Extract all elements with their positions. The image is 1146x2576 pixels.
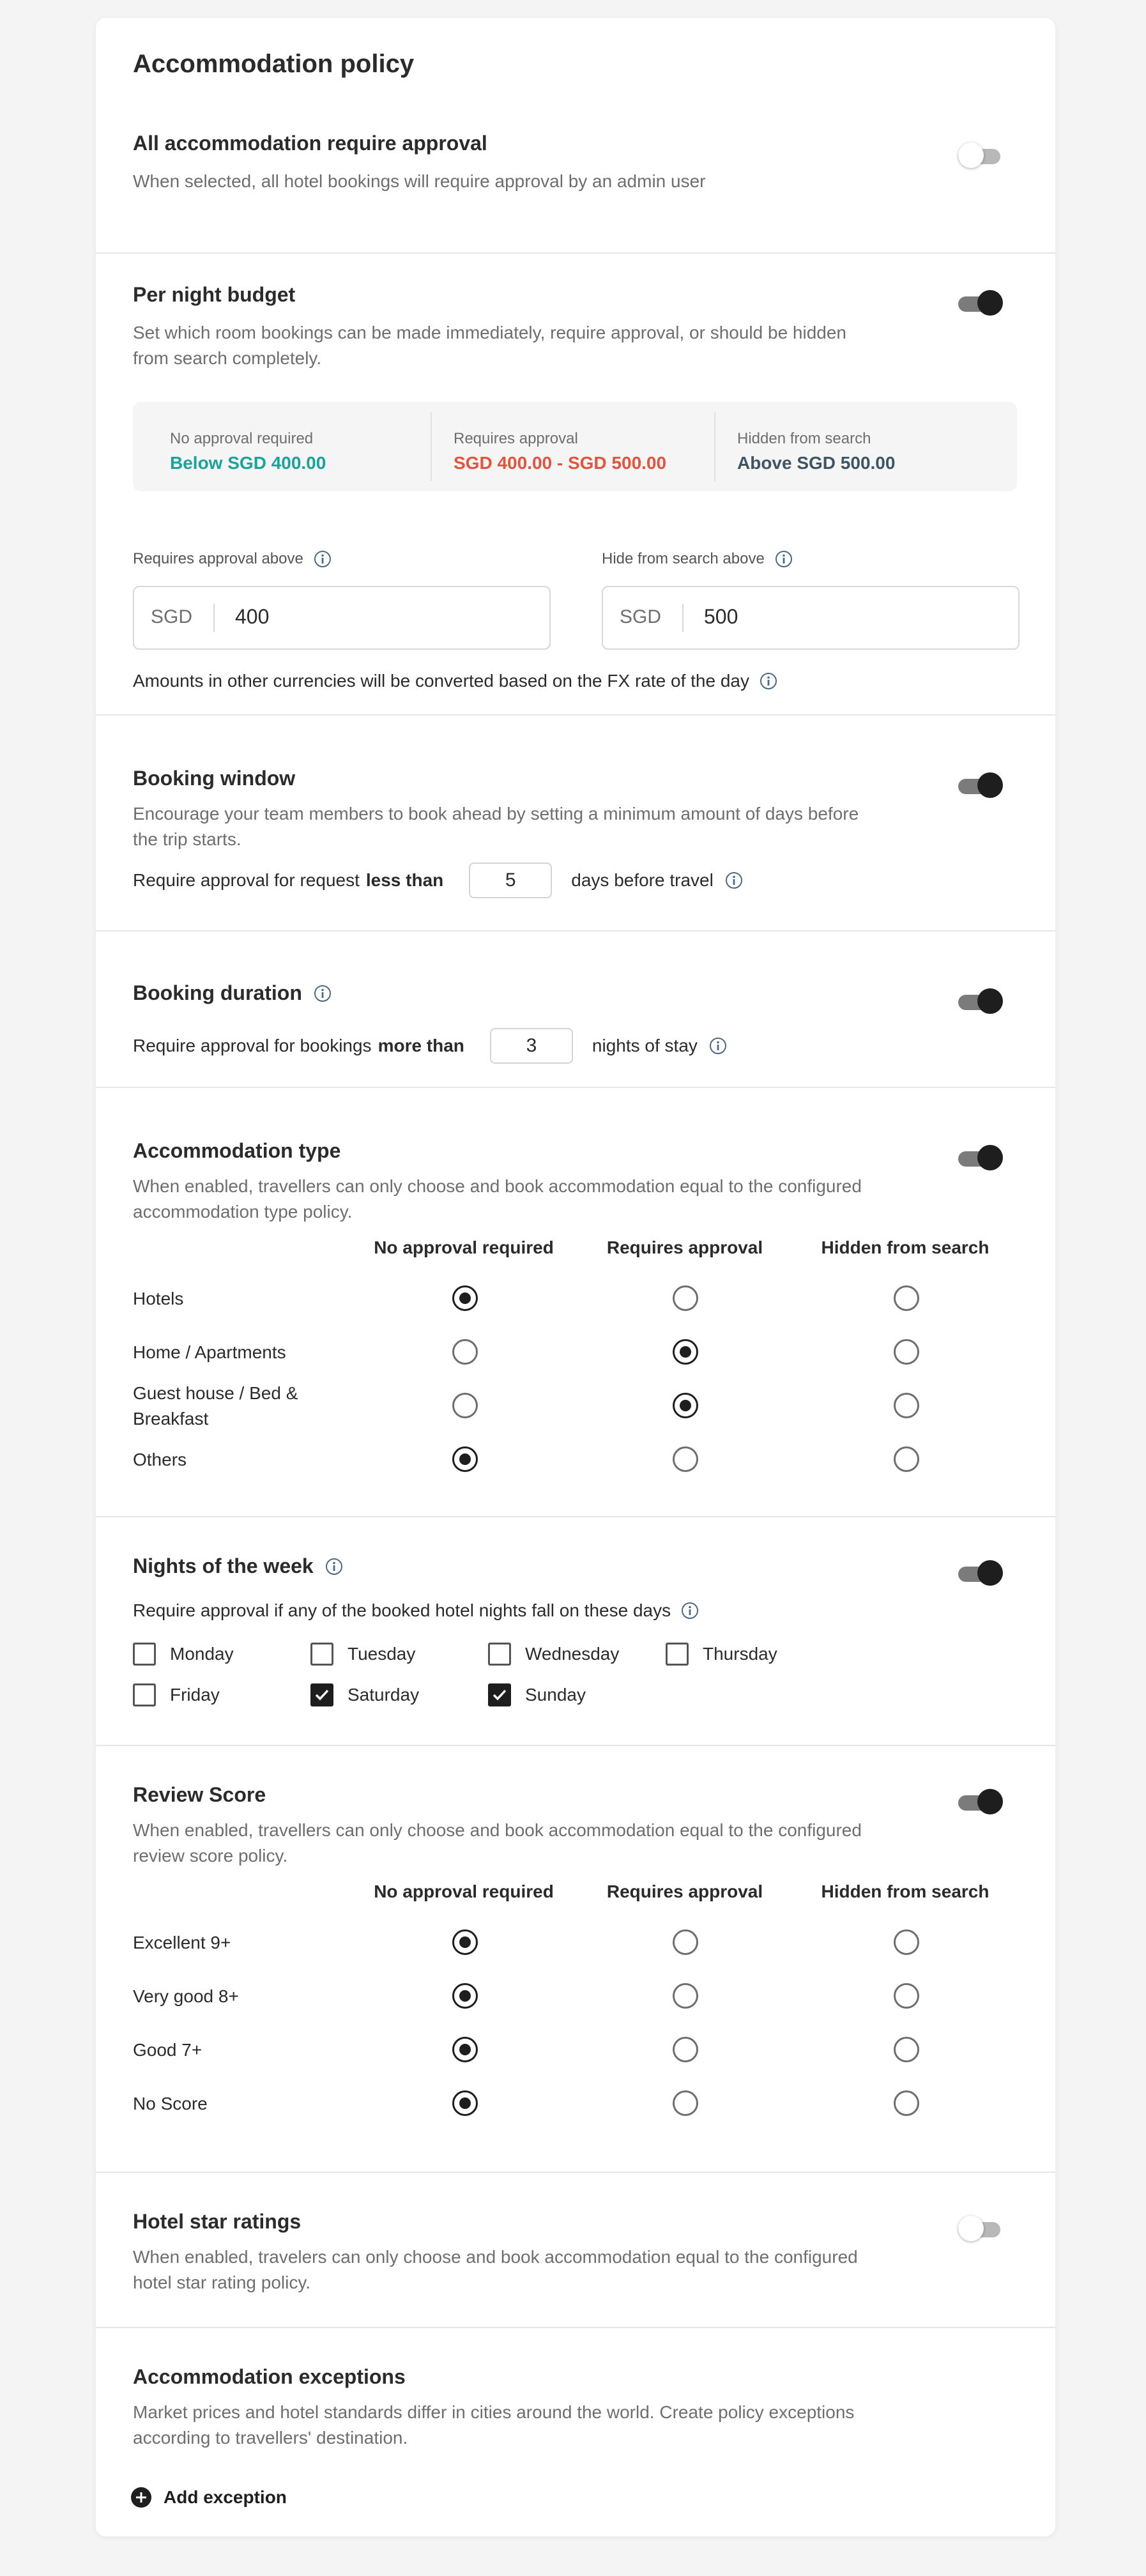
day-checkbox-friday[interactable] — [133, 1683, 220, 1706]
duration-prefix: Require approval for bookings — [133, 1036, 372, 1055]
review-radio-noscore-requires-approval[interactable] — [673, 2090, 698, 2116]
day-label: Thursday — [703, 1644, 777, 1664]
approval-desc: When selected, all hotel bookings will require approval by an admin user — [133, 171, 706, 191]
day-checkbox-monday[interactable] — [133, 1643, 234, 1666]
section-accommodation-exceptions — [96, 2327, 1055, 2536]
day-label: Sunday — [525, 1685, 586, 1705]
window-days-input[interactable]: 5 — [469, 862, 552, 898]
plus-circle-icon — [130, 2487, 152, 2508]
approval-title: All accommodation require approval — [133, 132, 487, 155]
section-review-score — [96, 1745, 1055, 2173]
review-radio-noscore-no-approval[interactable] — [452, 2090, 478, 2116]
review-toggle[interactable] — [958, 1787, 1004, 1818]
duration-suffix: nights of stay — [592, 1036, 698, 1055]
approval-above-field-label — [133, 550, 332, 568]
day-label: Saturday — [348, 1685, 420, 1705]
duration-toggle[interactable] — [958, 986, 1004, 1017]
window-desc: Encourage your team members to book ahead by setting a minimum amount of days before the trip starts. — [133, 804, 859, 849]
section-hotel-star-ratings — [96, 2172, 1055, 2328]
day-label: Tuesday — [348, 1644, 416, 1664]
exceptions-title: Accommodation exceptions — [133, 2365, 406, 2388]
col-requires-approval: Requires approval — [606, 1882, 763, 1901]
day-label: Wednesday — [525, 1644, 620, 1664]
requires-approval-value: SGD 400.00 - SGD 500.00 — [454, 453, 667, 473]
nights-title: Nights of the week — [133, 1554, 314, 1577]
nights-desc: Require approval if any of the booked hotel nights fall on these days — [133, 1600, 671, 1620]
budget-toggle[interactable] — [958, 288, 1004, 319]
acc-type-radio-hotels-requires-approval[interactable] — [673, 1285, 698, 1311]
nights-desc-row — [133, 1600, 699, 1621]
day-checkbox-thursday[interactable] — [666, 1643, 777, 1666]
duration-nights-input[interactable]: 3 — [490, 1028, 573, 1064]
info-icon[interactable] — [314, 550, 332, 568]
acc-type-row-label: Others — [133, 1450, 187, 1469]
info-icon[interactable] — [681, 1602, 699, 1620]
acc-type-radio-others-no-approval[interactable] — [452, 1446, 478, 1472]
hide-above-value: 500 — [704, 605, 738, 628]
window-suffix: days before travel — [571, 870, 714, 890]
acc-type-radio-home-no-approval[interactable] — [452, 1339, 478, 1365]
col-requires-approval: Requires approval — [606, 1238, 763, 1257]
duration-rule — [133, 1028, 727, 1064]
review-radio-excellent-no-approval[interactable] — [452, 1929, 478, 1955]
col-hidden-from-search: Hidden from search — [821, 1882, 989, 1901]
checkmark-icon — [314, 1687, 330, 1703]
no-approval-value: Below SGD 400.00 — [170, 453, 326, 473]
page-title: Accommodation policy — [133, 50, 415, 78]
acc-type-desc: When enabled, travellers can only choose and book accommodation equal to the configured accommodation type policy. — [133, 1176, 862, 1222]
info-icon[interactable] — [314, 985, 332, 1002]
day-checkbox-wednesday[interactable] — [488, 1643, 619, 1666]
col-hidden-from-search: Hidden from search — [821, 1238, 989, 1257]
stars-title: Hotel star ratings — [133, 2210, 302, 2233]
add-exception-button[interactable] — [130, 2487, 287, 2508]
stars-toggle[interactable] — [958, 2214, 1004, 2244]
hide-above-currency: SGD — [620, 606, 662, 627]
review-radio-verygood-requires-approval[interactable] — [673, 1983, 698, 2009]
fx-note-row — [133, 671, 777, 691]
info-icon[interactable] — [325, 1558, 343, 1575]
nights-toggle[interactable] — [958, 1558, 1004, 1589]
acc-type-radio-guesthouse-hidden[interactable] — [894, 1393, 919, 1418]
review-radio-verygood-no-approval[interactable] — [452, 1983, 478, 2009]
acc-type-radio-guesthouse-no-approval[interactable] — [452, 1393, 478, 1418]
hide-above-input[interactable] — [602, 586, 1020, 650]
acc-type-toggle[interactable] — [958, 1143, 1004, 1174]
duration-title-row — [133, 981, 332, 1005]
acc-type-radio-hotels-no-approval[interactable] — [452, 1285, 478, 1311]
approval-above-value: 400 — [235, 605, 270, 628]
add-exception-label: Add exception — [164, 2487, 287, 2507]
exceptions-desc: Market prices and hotel standards differ in cities around the world. Create policy exceptions according to travellers' destination. — [133, 2402, 855, 2448]
info-icon[interactable] — [709, 1037, 727, 1055]
section-booking-window — [96, 714, 1055, 931]
acc-type-radio-home-requires-approval[interactable] — [673, 1339, 698, 1365]
duration-emphasis: more than — [378, 1036, 464, 1055]
acc-type-radio-home-hidden[interactable] — [894, 1339, 919, 1365]
day-checkbox-sunday[interactable] — [488, 1683, 586, 1706]
budget-desc: Set which room bookings can be made immediately, require approval, or should be hidden from search completely. — [133, 323, 847, 368]
hidden-from-search-value: Above SGD 500.00 — [737, 453, 896, 473]
review-radio-excellent-requires-approval[interactable] — [673, 1929, 698, 1955]
window-title: Booking window — [133, 767, 296, 790]
window-toggle[interactable] — [958, 770, 1004, 801]
approval-above-currency: SGD — [151, 606, 193, 627]
checkmark-icon — [491, 1687, 508, 1703]
fx-note: Amounts in other currencies will be converted based on the FX rate of the day — [133, 671, 749, 691]
review-desc: When enabled, travellers can only choose and book accommodation equal to the configured review score policy. — [133, 1820, 862, 1866]
info-icon[interactable] — [725, 871, 743, 889]
acc-type-row-label: Hotels — [133, 1289, 184, 1308]
review-radio-good-hidden[interactable] — [894, 2037, 919, 2062]
review-radio-noscore-hidden[interactable] — [894, 2090, 919, 2116]
approval-above-input[interactable] — [133, 586, 551, 650]
review-radio-excellent-hidden[interactable] — [894, 1929, 919, 1955]
acc-type-title: Accommodation type — [133, 1139, 341, 1162]
review-row-label: No Score — [133, 2094, 208, 2113]
acc-type-radio-others-hidden[interactable] — [894, 1446, 919, 1472]
stars-desc: When enabled, travelers can only choose and book accommodation equal to the configured hotel star rating policy. — [133, 2247, 858, 2292]
col-no-approval: No approval required — [374, 1238, 554, 1257]
acc-type-radio-others-requires-approval[interactable] — [673, 1446, 698, 1472]
section-booking-duration — [96, 930, 1055, 1088]
review-row-label: Excellent 9+ — [133, 1933, 231, 1952]
review-radio-good-requires-approval[interactable] — [673, 2037, 698, 2062]
day-label: Monday — [170, 1644, 234, 1664]
budget-summary-panel — [133, 402, 1017, 491]
review-row-label: Good 7+ — [133, 2040, 202, 2060]
approval-toggle[interactable] — [958, 141, 1004, 171]
review-radio-verygood-hidden[interactable] — [894, 1983, 919, 2009]
day-label: Friday — [170, 1685, 220, 1705]
section-accommodation-type — [96, 1087, 1055, 1517]
review-row-label: Very good 8+ — [133, 1986, 239, 2006]
nights-title-row — [133, 1554, 343, 1578]
hide-above-label: Hide from search above — [602, 550, 765, 567]
section-budget — [96, 252, 1055, 716]
accommodation-policy-card — [96, 18, 1055, 2536]
approval-above-label: Requires approval above — [133, 550, 303, 567]
hidden-from-search-label: Hidden from search — [737, 430, 871, 447]
window-emphasis: less than — [365, 870, 444, 890]
section-approval — [96, 18, 1055, 254]
budget-title: Per night budget — [133, 283, 296, 306]
window-rule — [133, 862, 743, 898]
section-nights-of-week — [96, 1516, 1055, 1746]
info-icon[interactable] — [775, 550, 793, 568]
day-checkbox-saturday[interactable] — [310, 1683, 419, 1706]
acc-type-row-label: Home / Apartments — [133, 1342, 286, 1362]
window-prefix: Require approval for request — [133, 870, 360, 890]
requires-approval-label: Requires approval — [454, 430, 578, 447]
day-checkbox-tuesday[interactable] — [310, 1643, 415, 1666]
no-approval-label: No approval required — [170, 430, 314, 447]
review-title: Review Score — [133, 1783, 266, 1806]
info-icon[interactable] — [760, 672, 777, 690]
col-no-approval: No approval required — [374, 1882, 554, 1901]
acc-type-row-label: Guest house / Bed & Breakfast — [133, 1383, 298, 1429]
review-radio-good-no-approval[interactable] — [452, 2037, 478, 2062]
acc-type-radio-hotels-hidden[interactable] — [894, 1285, 919, 1311]
acc-type-radio-guesthouse-requires-approval[interactable] — [673, 1393, 698, 1418]
hide-above-field-label — [602, 550, 793, 568]
duration-title: Booking duration — [133, 981, 302, 1004]
